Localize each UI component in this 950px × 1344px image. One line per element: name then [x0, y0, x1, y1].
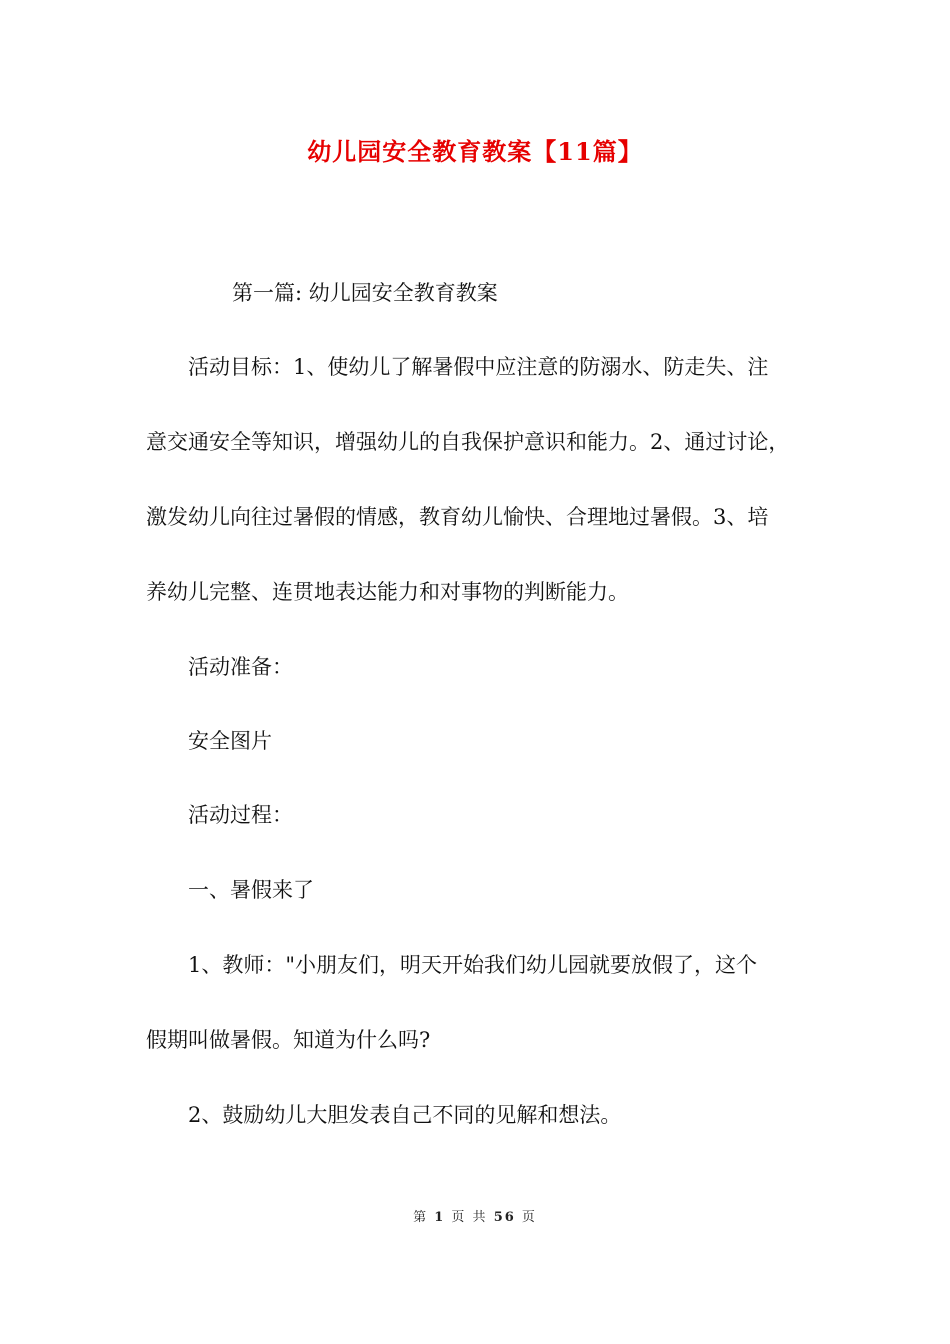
footer-prefix: 第: [413, 1210, 429, 1225]
footer-total-pages: 56: [493, 1210, 516, 1225]
objective-line-2: 意交通安全等知识，增强幼儿的自我保护意识和能力。2、通过讨论，: [146, 430, 790, 454]
process-label: 活动过程：: [188, 803, 293, 827]
encourage-line: 2、鼓励幼儿大胆发表自己不同的见解和想法。: [188, 1103, 622, 1127]
teacher-line-1: 1、教师："小朋友们，明天开始我们幼儿园就要放假了，这个: [188, 953, 758, 977]
prep-label: 活动准备：: [188, 655, 293, 679]
page-footer: [0, 1208, 950, 1228]
objective-line-1: 活动目标：1、使幼儿了解暑假中应注意的防溺水、防走失、注: [188, 355, 769, 379]
objective-line-3: 激发幼儿向往过暑假的情感，教育幼儿愉快、合理地过暑假。3、培: [146, 505, 769, 529]
step-one-heading: 一、暑假来了: [188, 878, 314, 902]
teacher-line-2: 假期叫做暑假。知道为什么吗?: [146, 1028, 431, 1052]
footer-middle: 页 共: [451, 1210, 488, 1225]
prep-item: 安全图片: [188, 729, 272, 753]
footer-suffix: 页: [521, 1210, 537, 1225]
objective-line-4: 养幼儿完整、连贯地表达能力和对事物的判断能力。: [146, 580, 629, 604]
document-title: 幼儿园安全教育教案【11篇】: [307, 137, 643, 166]
section-heading: 第一篇: 幼儿园安全教育教案: [232, 281, 498, 305]
footer-current-page: 1: [434, 1210, 446, 1225]
